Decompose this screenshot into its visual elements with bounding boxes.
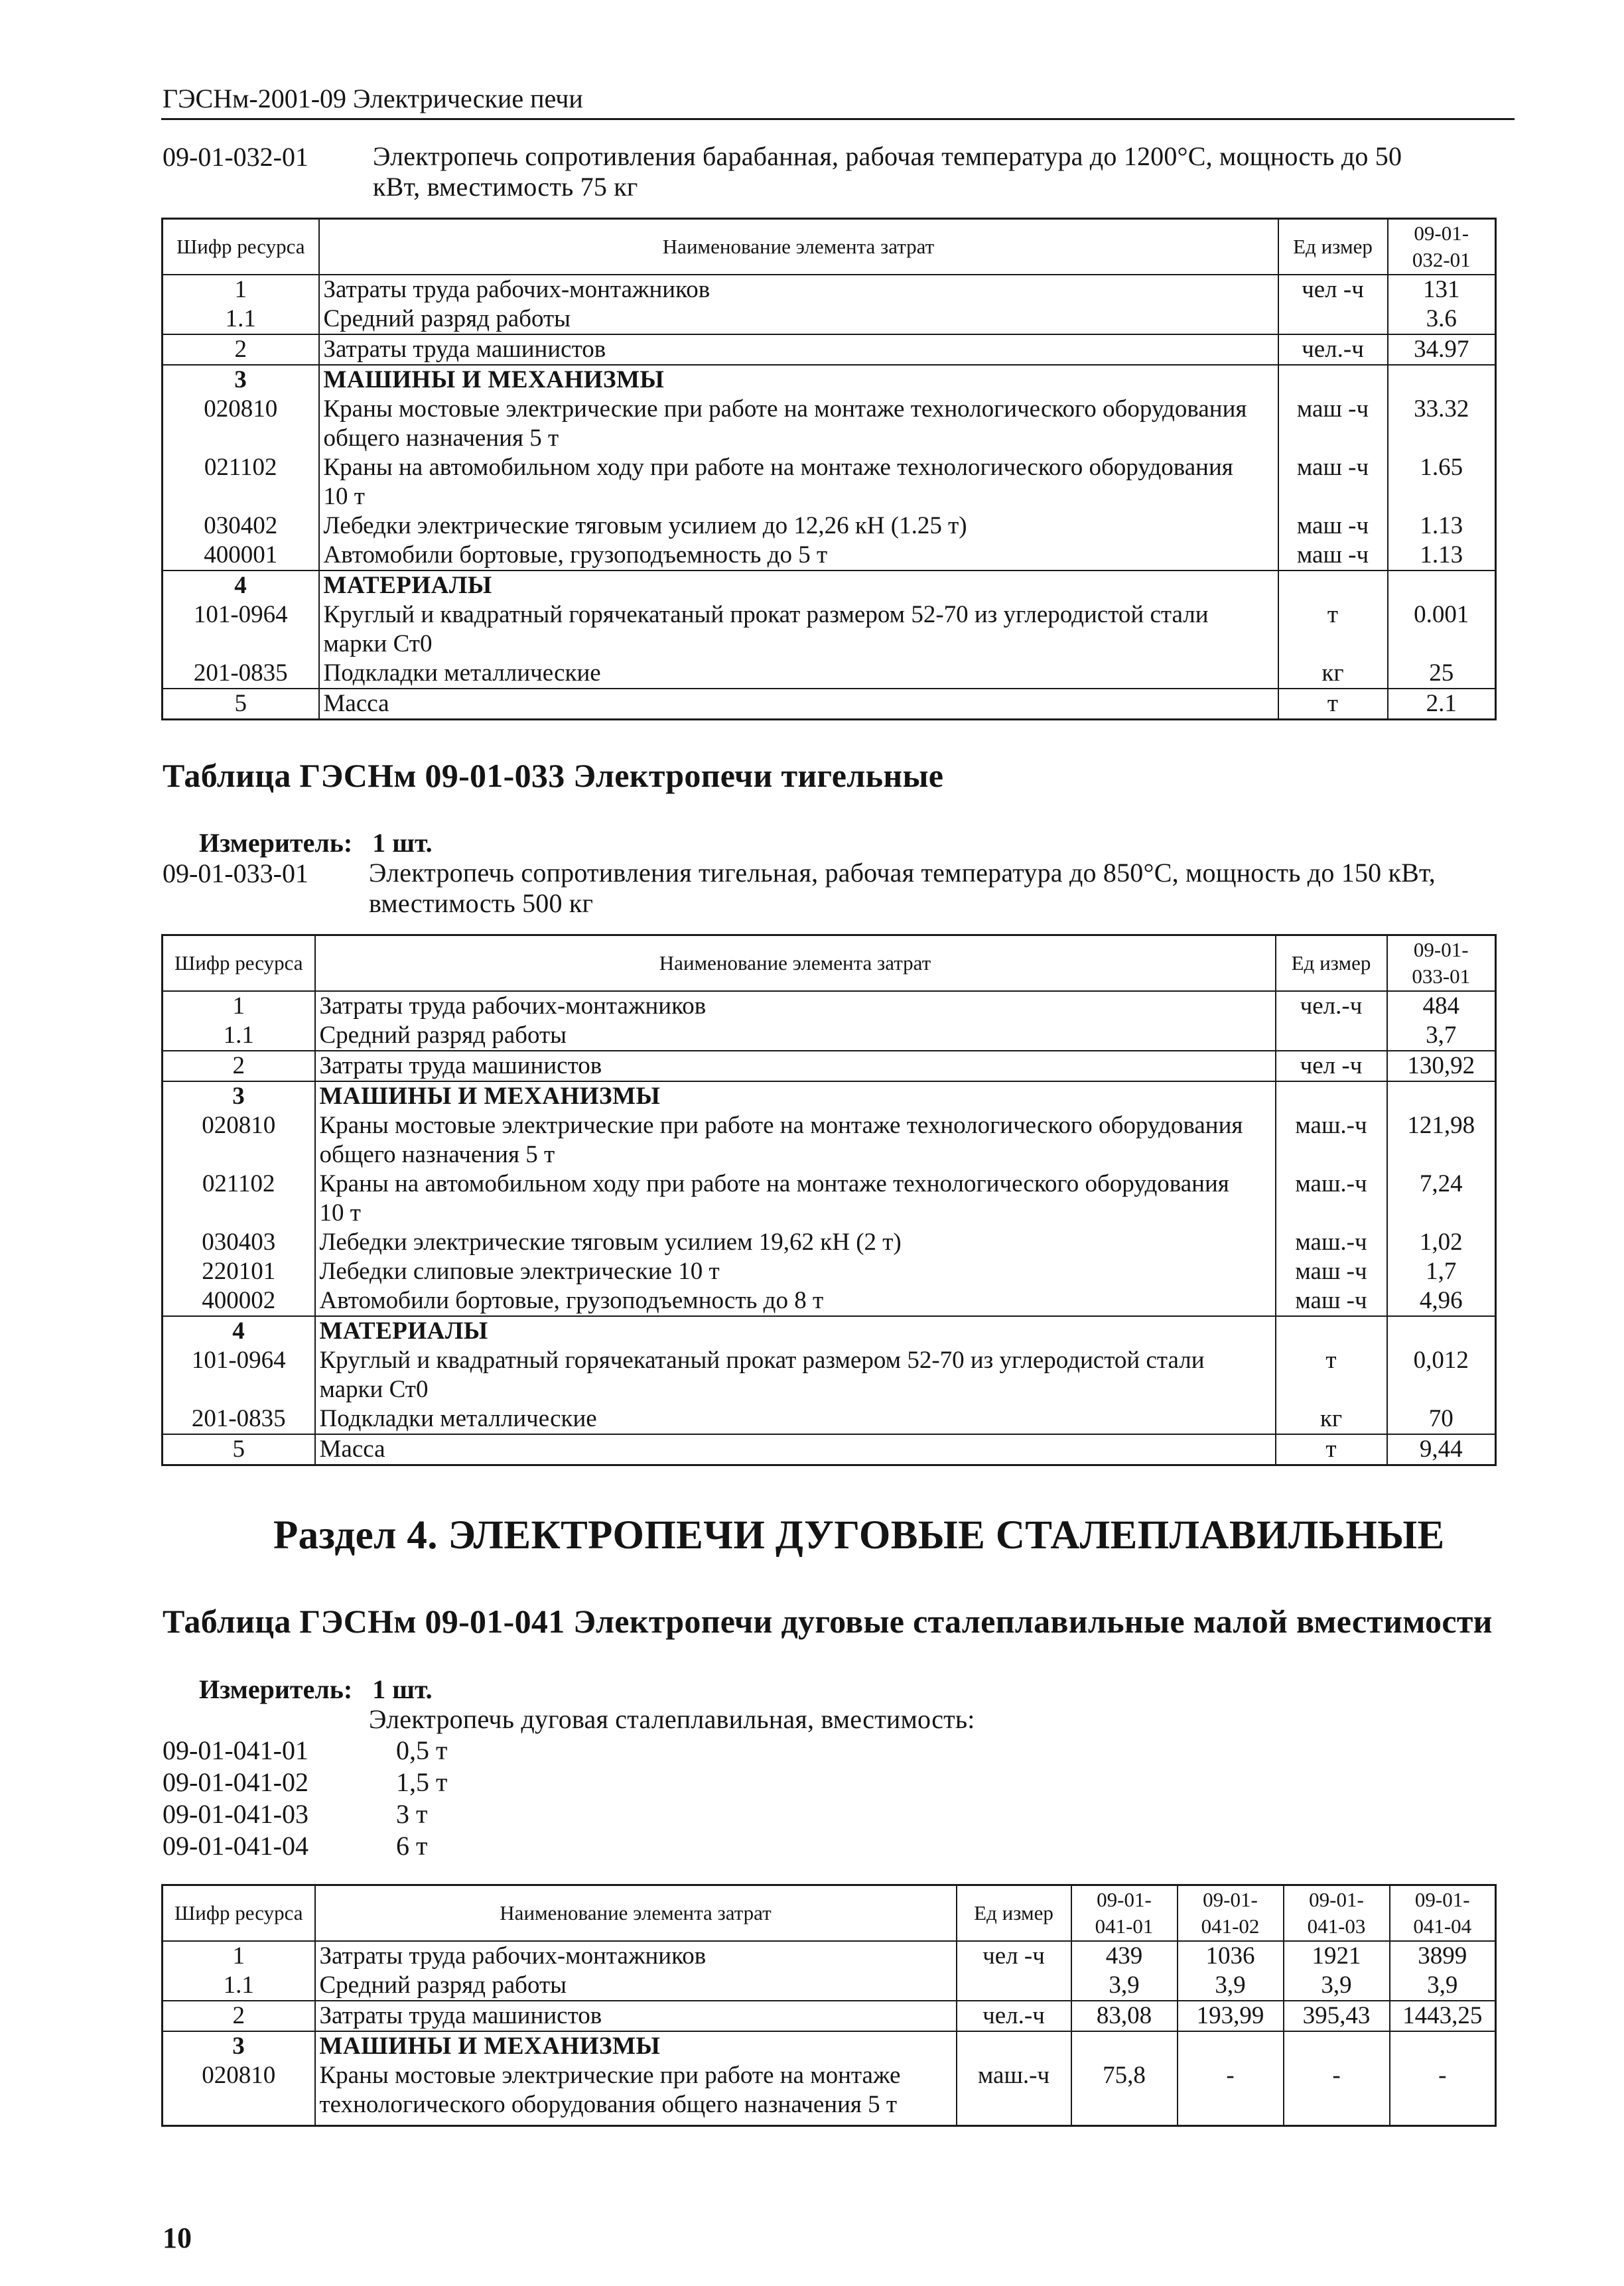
- cost-table-09-01-041: [161, 1884, 1497, 2127]
- work-description-line1: Электропечь сопротивления барабанная, рабочая температура до 1200°С, мощность до 50: [373, 141, 1402, 171]
- table-title-09-01-033: Таблица ГЭСНм 09-01-033 Электропечи тигельные: [163, 757, 944, 794]
- table-row: 400001 Автомобили бортовые, грузоподъемность до 5 т маш -ч 1.13: [163, 541, 1496, 571]
- col-header-value: 09-01- 032-01: [1388, 219, 1496, 275]
- table-title-09-01-041: Таблица ГЭСНм 09-01-041 Электропечи дуговые сталеплавильные малой вместимости: [163, 1603, 1493, 1640]
- table-row: 101-0964 Круглый и квадратный горячекатаный прокат размером 52-70 из углеродистой стали марки Ст0 т 0.001: [163, 600, 1496, 659]
- table-row: 1 Затраты труда рабочих-монтажников чел.-ч 484: [163, 991, 1496, 1021]
- table-row: 2 Затраты труда машинистов чел -ч 130,92: [163, 1051, 1496, 1081]
- table-row: 020810 Краны мостовые электрические при работе на монтаже технологического оборудования общего назначения 5 т маш.-ч 75,8 - - -: [163, 2061, 1496, 2126]
- table-row: 020810 Краны мостовые электрические при работе на монтаже технологического оборудования общего назначения 5 т маш -ч 33.32: [163, 395, 1496, 453]
- col-header-name: Наименование элемента затрат: [315, 935, 1276, 991]
- list-item: 09-01-041-02: [163, 1767, 308, 1797]
- col-header-value-04: 09-01- 041-04: [1390, 1885, 1496, 1941]
- table-row: 3 МАШИНЫ И МЕХАНИЗМЫ: [163, 365, 1496, 395]
- col-header-value-02: 09-01- 041-02: [1178, 1885, 1284, 1941]
- cost-table-09-01-033: [161, 934, 1497, 1466]
- table-row: 4 МАТЕРИАЛЫ: [163, 571, 1496, 600]
- table-row: 201-0835 Подкладки металлические кг 25: [163, 659, 1496, 689]
- col-header-code: Шифр ресурса: [163, 935, 315, 991]
- table-row: 101-0964 Круглый и квадратный горячекатаный прокат размером 52-70 из углеродистой стали марки Ст0 т 0,012: [163, 1346, 1496, 1404]
- col-header-unit: Ед измер: [1276, 935, 1387, 991]
- table-row: 030403 Лебедки электрические тяговым усилием 19,62 кН (2 т) маш.-ч 1,02: [163, 1228, 1496, 1257]
- table-row: 1.1 Средний разряд работы 3,9 3,9 3,9 3,9: [163, 1971, 1496, 2001]
- col-header-name: Наименование элемента затрат: [319, 219, 1278, 275]
- measure-line: Измеритель: 1 шт.: [199, 828, 433, 858]
- col-header-value-03: 09-01- 041-03: [1284, 1885, 1390, 1941]
- work-code: 09-01-032-01: [163, 142, 308, 172]
- table-row: 5 Масса т 2.1: [163, 689, 1496, 720]
- table-row: 4 МАТЕРИАЛЫ: [163, 1316, 1496, 1346]
- table-row: 400002 Автомобили бортовые, грузоподъемность до 8 т маш -ч 4,96: [163, 1286, 1496, 1316]
- table-row: 020810 Краны мостовые электрические при работе на монтаже технологического оборудования общего назначения 5 т маш.-ч 121,98: [163, 1111, 1496, 1170]
- list-item: 09-01-041-04: [163, 1831, 308, 1861]
- list-item: 1,5 т: [396, 1767, 448, 1797]
- col-header-value-01: 09-01- 041-01: [1071, 1885, 1178, 1941]
- page-number: 10: [163, 2222, 192, 2254]
- work-code: 09-01-033-01: [163, 858, 308, 888]
- table-row: 3 МАШИНЫ И МЕХАНИЗМЫ: [163, 2031, 1496, 2061]
- table-row: 1 Затраты труда рабочих-монтажников чел -ч 439 1036 1921 3899: [163, 1941, 1496, 1971]
- table-row: 5 Масса т 9,44: [163, 1434, 1496, 1465]
- item-code-list: [163, 1735, 308, 1862]
- table-row: 021102 Краны на автомобильном ходу при работе на монтаже технологического оборудования 10 т маш.-ч 7,24: [163, 1170, 1496, 1228]
- work-description-line2: вместимость 500 кг: [369, 888, 594, 918]
- item-intro: Электропечь дуговая сталеплавильная, вместимость:: [369, 1704, 975, 1734]
- table-row: 2 Затраты труда машинистов чел.-ч 83,08 193,99 395,43 1443,25: [163, 2001, 1496, 2031]
- table-row: 201-0835 Подкладки металлические кг 70: [163, 1404, 1496, 1434]
- item-value-list: [396, 1735, 447, 1862]
- table-row: 1.1 Средний разряд работы 3.6: [163, 304, 1496, 334]
- list-item: 0,5 т: [396, 1735, 448, 1765]
- list-item: 09-01-041-01: [163, 1735, 308, 1765]
- table-row: 1.1 Средний разряд работы 3,7: [163, 1021, 1496, 1051]
- table-row: 3 МАШИНЫ И МЕХАНИЗМЫ: [163, 1081, 1496, 1111]
- list-item: 6 т: [396, 1831, 428, 1861]
- col-header-unit: Ед измер: [957, 1885, 1071, 1941]
- work-description-line1: Электропечь сопротивления тигельная, рабочая температура до 850°С, мощность до 150 кВт,: [369, 858, 1436, 888]
- list-item: 3 т: [396, 1799, 428, 1829]
- table-row: 1 Затраты труда рабочих-монтажников чел -ч 131: [163, 275, 1496, 304]
- table-row: 2 Затраты труда машинистов чел.-ч 34.97: [163, 334, 1496, 365]
- work-description-line2: кВт, вместимость 75 кг: [373, 172, 638, 202]
- col-header-code: Шифр ресурса: [163, 219, 319, 275]
- table-row: 021102 Краны на автомобильном ходу при работе на монтаже технологического оборудования 10 т маш -ч 1.65: [163, 453, 1496, 511]
- section-heading: Раздел 4. ЭЛЕКТРОПЕЧИ ДУГОВЫЕ СТАЛЕПЛАВИЛЬНЫЕ: [273, 1513, 1445, 1558]
- table-row: 030402 Лебедки электрические тяговым усилием до 12,26 кН (1.25 т) маш -ч 1.13: [163, 511, 1496, 541]
- page-header: ГЭСНм-2001-09 Электрические печи: [163, 84, 583, 113]
- measure-line: Измеритель: 1 шт.: [199, 1674, 433, 1704]
- col-header-name: Наименование элемента затрат: [315, 1885, 957, 1941]
- list-item: 09-01-041-03: [163, 1799, 308, 1829]
- col-header-value: 09-01- 033-01: [1387, 935, 1496, 991]
- header-divider: [161, 118, 1515, 120]
- cost-table-09-01-032: [161, 218, 1497, 720]
- col-header-code: Шифр ресурса: [163, 1885, 315, 1941]
- table-row: 220101 Лебедки слиповые электрические 10 т маш -ч 1,7: [163, 1257, 1496, 1286]
- col-header-unit: Ед измер: [1278, 219, 1388, 275]
